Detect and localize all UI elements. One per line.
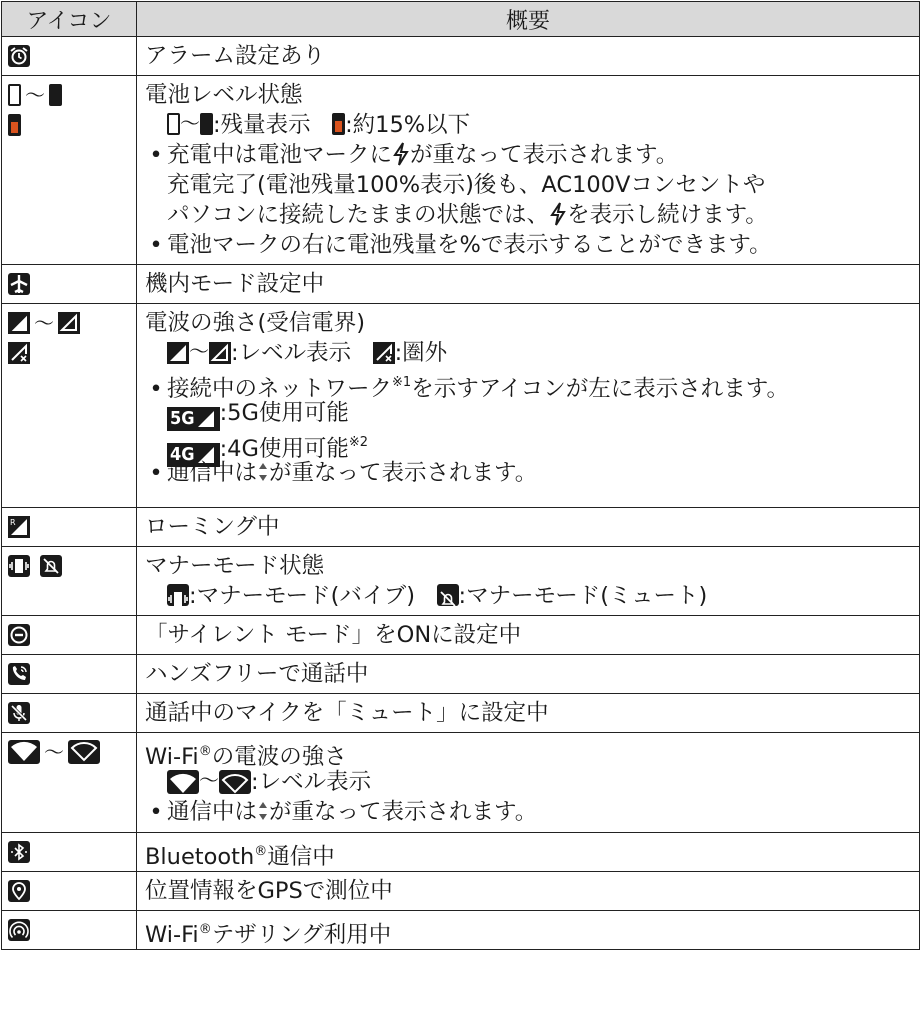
battery-full-icon bbox=[49, 84, 62, 106]
wifi-full-icon bbox=[167, 770, 199, 794]
row-title: 「サイレント モード」をONに設定中 bbox=[145, 622, 522, 648]
speakerphone-icon bbox=[8, 663, 30, 685]
table-row bbox=[2, 616, 920, 655]
signal-full-icon bbox=[167, 342, 189, 364]
4g-network-icon: 4G bbox=[167, 443, 220, 467]
status-icon-table bbox=[1, 1, 920, 950]
row-title: 電波の強さ(受信電界) bbox=[145, 310, 366, 336]
wifi-empty-icon bbox=[68, 740, 100, 764]
battery-low-icon bbox=[8, 114, 21, 136]
mute-bell-icon bbox=[40, 555, 62, 577]
mute-bell-icon bbox=[437, 584, 459, 606]
row-title: Wi-Fi®の電波の強さ bbox=[145, 744, 347, 770]
row-title: Wi-Fi®テザリング利用中 bbox=[145, 922, 392, 948]
vibrate-icon bbox=[167, 584, 189, 606]
battery-empty-icon bbox=[167, 113, 180, 135]
table-row: 〜 Wi-Fi®の電波の強さ 〜 :レベル表示 • 通信中は が重なって表示されます。 bbox=[2, 733, 920, 833]
hotspot-icon bbox=[8, 919, 30, 941]
signal-full-icon bbox=[8, 312, 30, 334]
bluetooth-icon bbox=[8, 841, 30, 863]
table-row bbox=[2, 37, 920, 76]
do-not-disturb-icon bbox=[8, 624, 30, 646]
table-row bbox=[2, 833, 920, 872]
mic-mute-icon bbox=[8, 702, 30, 724]
battery-empty-icon bbox=[8, 84, 21, 106]
wifi-empty-icon bbox=[219, 770, 251, 794]
row-title: 通話中のマイクを「ミュート」に設定中 bbox=[145, 700, 549, 726]
row-title: 機内モード設定中 bbox=[145, 271, 325, 297]
location-pin-icon bbox=[8, 880, 30, 902]
row-title: Bluetooth®通信中 bbox=[145, 844, 335, 870]
data-transfer-arrows-icon bbox=[257, 460, 269, 484]
data-transfer-arrows-icon bbox=[257, 799, 269, 823]
table-row bbox=[2, 872, 920, 911]
table-row: 〜 電波の強さ(受信電界) 〜 :レベル表示 :圏外 • 接続中のネットワーク$^{※1}$を示すアイコンが左に表示されます。 5G :5G使用可能 4G :4G使用可能$^{※2}$ • 通信中は が重なって表示されます。 bbox=[2, 304, 920, 508]
description-column-header: 概要 bbox=[137, 2, 920, 37]
row-title: ローミング中 bbox=[145, 514, 280, 540]
5g-network-icon: 5G bbox=[167, 407, 220, 431]
table-row bbox=[2, 508, 920, 547]
table-row bbox=[2, 911, 920, 950]
charging-bolt-icon bbox=[549, 202, 567, 226]
vibrate-icon bbox=[8, 555, 30, 577]
signal-empty-icon bbox=[209, 342, 231, 364]
airplane-icon bbox=[8, 273, 30, 295]
alarm-icon bbox=[8, 45, 30, 67]
table-row: 〜 電池レベル状態 〜 :残量表示 :約15%以下 • 充電中は電池マークに が重なって表示されます。 充電完了(電池残量100%表示)後も、AC100Vコンセントや パソコンに接続したままの状態では、 を表示し続けます。 • 電池マークの右に電池残量を%で表示することができます。 bbox=[2, 76, 920, 265]
battery-low-icon bbox=[332, 113, 345, 135]
row-title: 電池レベル状態 bbox=[145, 82, 303, 108]
icon-column-header: アイコン bbox=[2, 2, 137, 37]
roaming-icon bbox=[8, 516, 30, 538]
row-title: アラーム設定あり bbox=[145, 43, 326, 69]
charging-bolt-icon bbox=[392, 142, 410, 166]
battery-full-icon bbox=[200, 113, 213, 135]
table-row: マナーモード状態 :マナーモード(バイブ) :マナーモード(ミュート) bbox=[2, 547, 920, 616]
signal-out-of-range-icon bbox=[373, 342, 395, 364]
signal-out-of-range-icon bbox=[8, 342, 30, 364]
signal-empty-icon bbox=[58, 312, 80, 334]
table-header bbox=[2, 2, 920, 37]
table-row bbox=[2, 655, 920, 694]
svg-text:R: R bbox=[10, 518, 16, 527]
row-title: マナーモード状態 bbox=[145, 553, 325, 579]
table-row bbox=[2, 694, 920, 733]
row-title: ハンズフリーで通話中 bbox=[145, 661, 369, 687]
wifi-full-icon bbox=[8, 740, 40, 764]
row-title: 位置情報をGPSで測位中 bbox=[145, 878, 393, 904]
table-row bbox=[2, 265, 920, 304]
